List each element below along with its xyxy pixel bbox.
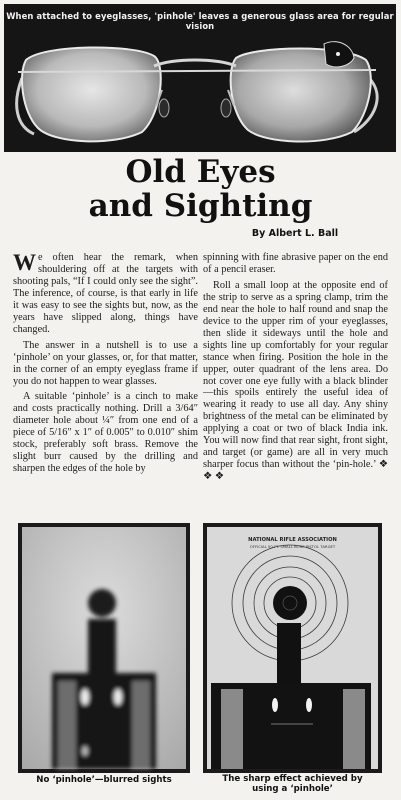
paragraph: The answer in a nutshell is to use a ‘pinhole’ on your glasses, or, for that matter, in the corner of an empty eyeglass frame if you do not happen to wear glasses. [13,339,198,387]
caption-sharp-line-1: The sharp effect achieved by [222,774,363,784]
bullseye [273,586,307,620]
article-column-left [13,252,198,514]
caption-sharp [203,774,382,794]
target-header-2: OFFICIAL 50 FT. SMALL BORE PISTOL TARGET [249,544,336,549]
title-line-2: and Sighting [88,188,313,224]
sharp-target-photo [203,523,382,773]
blurred-sights-image [18,523,190,773]
target-header-1: NATIONAL RIFLE ASSOCIATION [248,537,337,543]
sharp-target-image [203,523,382,773]
article-title [0,155,401,223]
paragraph: spinning with fine abrasive paper on the end of a pencil eraser. [203,252,388,275]
pinhole-clip-icon [324,42,354,67]
paragraph: We often hear the remark, when shouldering off at the targets with shooting pals, “If I could only see the sight”. The inference, of course, is that early in life it was easy to see the sights but, now, as the years have slipped along, things have changed. [13,252,198,335]
caption-blurred: No ‘pinhole’—blurred sights [36,775,172,785]
paragraph: A suitable ‘pinhole’ is a cinch to make and costs practically nothing. Drill a 3/64″ diameter hole about ¼″ from one end of a piece of 5/16″ x 1″ of 0.005″ to 0.010″ shim stock, preferably soft brass. Remove the slight burr caused by the drilling and sharpen the edges of the hole by [13,391,198,475]
byline: By Albert L. Ball [251,228,339,239]
title-line-1: Old Eyes [125,154,276,190]
eyeglasses-photo [4,4,396,152]
photo-caption-top: When attached to eyeglasses, 'pinhole' leaves a generous glass area for regular vision [6,11,394,31]
article-column-right [203,252,388,514]
left-lens [22,47,161,141]
paragraph: Roll a small loop at the opposite end of the strip to serve as a spring clamp, trim the end near the hole to half round and snap the device to the upper rim of your eyeglasses, then slide it sideways until the hole and sights line up comfortably for your regular stance when firing. Position the hole in the upper, outer quadrant of the lens area. Do not cover one eye fully with a black blinder—this spoils entirely the useful idea of wearing it ready to use all day. Any shiny brightness of the metal can be eliminated by applying a coat or two of black India ink. You will now find that rear sight, front sight, and target (or game) are all in very much sharper focus than without the ‘pin-hole.’ ❖ ❖ ❖ [203,279,388,483]
blurred-sights-photo [18,523,190,773]
drop-cap: W [13,252,36,275]
caption-sharp-line-2: using a ‘pinhole’ [252,784,333,794]
